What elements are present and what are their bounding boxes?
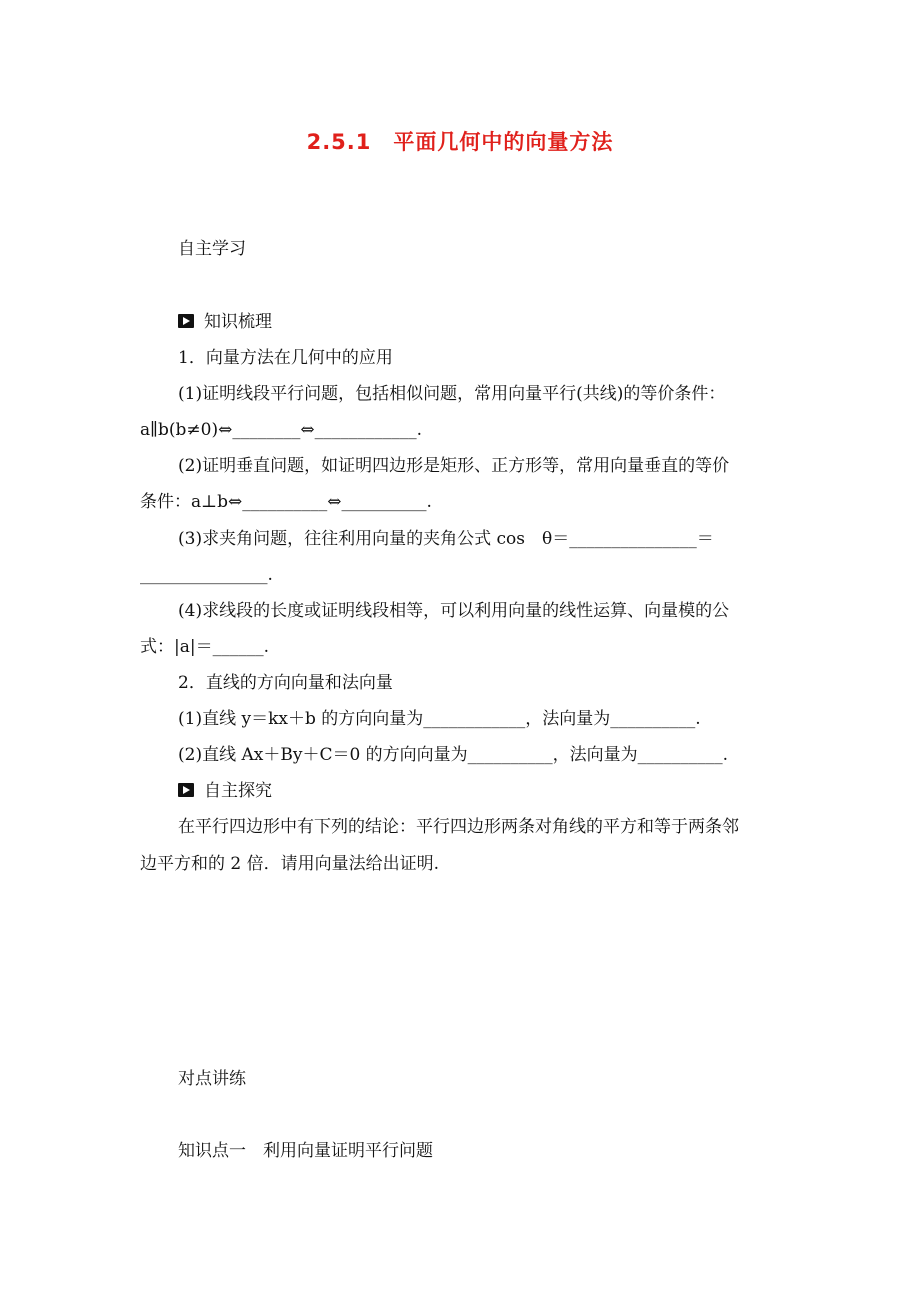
- knowledge-heading-label: 知识梳理: [204, 312, 272, 332]
- play-marker-icon: [178, 783, 194, 797]
- explore-line-1: 在平行四边形中有下列的结论：平行四边形两条对角线的平方和等于两条邻: [178, 817, 739, 837]
- section-heading-practice: 对点讲练: [178, 1069, 246, 1089]
- paragraph-1-line-2: a∥b(b≠0)⇔________⇔____________.: [140, 420, 422, 440]
- paragraph-1-line-1: (1)证明线段平行问题，包括相似问题，常用向量平行(共线)的等价条件：: [178, 384, 726, 404]
- paragraph-3-line-1: (3)求夹角问题，往往利用向量的夹角公式 cos θ＝_______________＝: [178, 529, 714, 549]
- page-title: 2.5.1 平面几何中的向量方法: [306, 130, 614, 154]
- explore-line-2: 边平方和的 2 倍．请用向量法给出证明.: [140, 854, 440, 874]
- explore-heading-label: 自主探究: [204, 781, 272, 801]
- explore-heading: [178, 779, 272, 803]
- paragraph-2-line-1: (2)证明垂直问题，如证明四边形是矩形、正方形等，常用向量垂直的等价: [178, 456, 730, 476]
- section-heading-self-study: 自主学习: [178, 239, 246, 259]
- paragraph-2-line-2: 条件：a⊥b⇔__________⇔__________.: [140, 492, 432, 512]
- knowledge-heading: [178, 310, 272, 334]
- item2-title: 2．直线的方向向量和法向量: [178, 673, 393, 693]
- play-marker-icon: [178, 314, 194, 328]
- paragraph-4-line-2: 式：|a|＝______.: [140, 637, 269, 657]
- paragraph-4-line-1: (4)求线段的长度或证明线段相等，可以利用向量的线性运算、向量模的公: [178, 601, 730, 621]
- question-1: (1)直线 y＝kx＋b 的方向向量为____________，法向量为__________.: [178, 709, 701, 729]
- paragraph-3-line-2: _______________.: [140, 565, 273, 585]
- item1-title: 1．向量方法在几何中的应用: [178, 348, 393, 368]
- question-2: (2)直线 Ax＋By＋C＝0 的方向向量为__________，法向量为__________.: [178, 745, 729, 765]
- knowledge-point-1: 知识点一 利用向量证明平行问题: [178, 1141, 433, 1161]
